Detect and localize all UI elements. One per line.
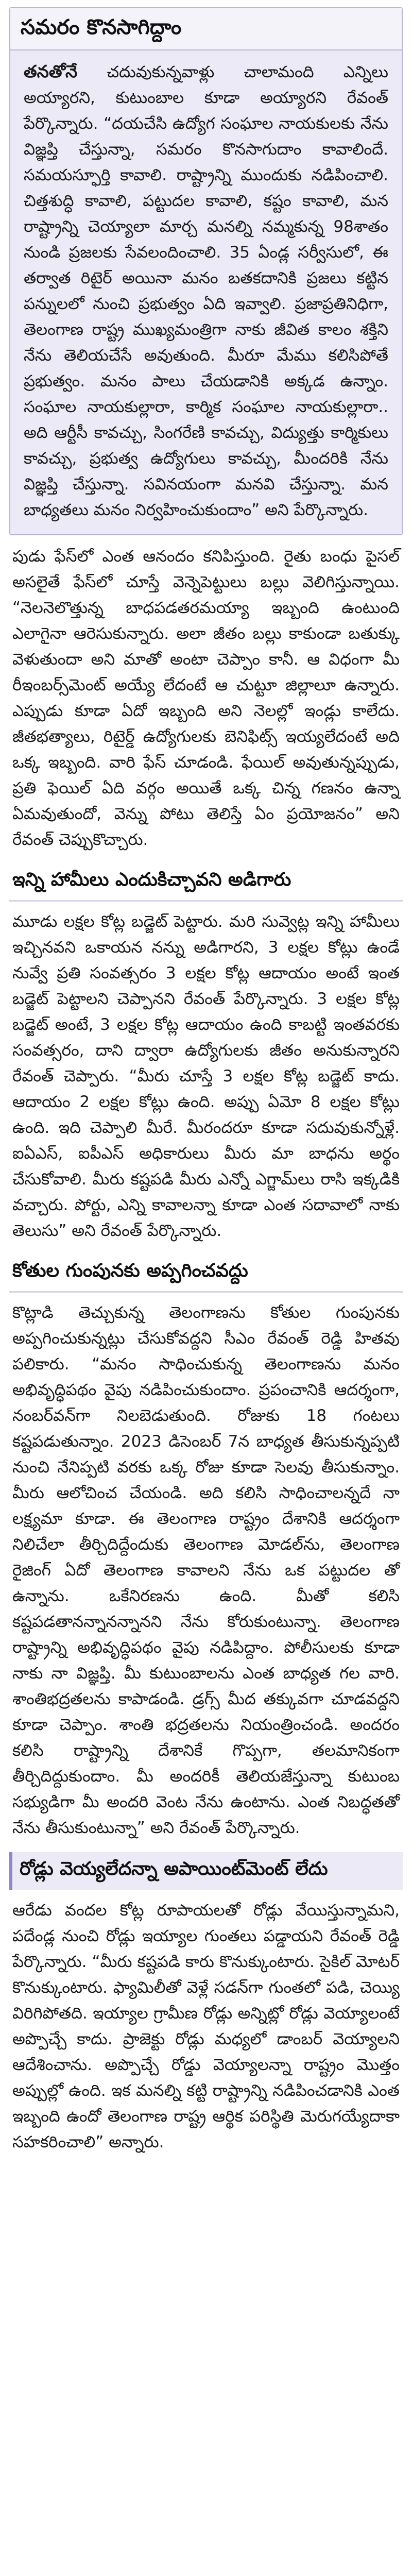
box-lead: తనతోనే xyxy=(24,61,78,81)
highlight-box xyxy=(9,7,403,535)
section-paragraph-monkeys: కొట్లాడి తెచ్చుకున్న తెలంగాణను కోతుల గుంపునకు అప్పగించుకున్నట్లు చేసుకోవద్దని సీఎం రేవంత్ రెడ్డి హితవు పలికారు. “మనం సాధించుకున్న తెలంగాణను మనం అభివృద్ధిపథం వైపు నడిపించుకుందాం. ప్రపంచానికి ఆదర్శంగా, నంబర్‌వన్‌గా నిలబెడుతుంది. రోజుకు 18 గంటలు కష్టపడుతున్నాం. 2023 డిసెంబర్ 7న బాధ్యత తీసుకున్నప్పటి నుంచి నేనిప్పటి వరకు ఒక్క రోజు కూడా సెలవు తీసుకున్నాం. మీరు ఆలోచించ చేయండి. అది కలిసి సాధించాలన్నదే నా లక్ష్యమా కూడా. ఈ తెలంగాణ రాష్ట్రం దేశానికి ఆదర్శంగా నిలిచేలా తీర్చిదిద్దేందుకు తెలంగాణ మోడల్‌ను, తెలంగాణ రైజింగ్ ఏదో తెలంగాణ కావాలని నేను ఒక పట్టుదల తో ఉన్నాను. ఒకేనిరణను ఉంది. మీతో కలిసి కష్టపడతానన్నానన్నానని నేను కోరుకుంటున్నా. తెలంగాణ రాష్ట్రాన్ని అభివృద్ధిపథం వైపు నడిపిద్దాం. పోలీసులకు కూడా నాకు నా విజ్ఞప్తి. మీ కుటుంబాలను ఎంత బాధ్యత గల వారి. శాంతిభద్రతలను కాపాడండి. డ్రగ్స్ మీద తక్కువగా చూడవద్దని కూడా చెప్పాం. శాంతి భద్రతలను నియంత్రించండి. అందరం కలిసి రాష్ట్రాన్ని దేశానికే గొప్పగా, తలమానికంగా తీర్చిదిద్దుకుందాం. మీ అందరికీ తెలియజేస్తున్నా కుటుంబ సభ్యుడిగా మీ అందరి వెంట నేను ఉంటాను. ఎంత నిబద్ధతతో నేను తీసుకుంటున్నా” అని రేవంత్ పేర్కొన్నారు. xyxy=(12,1303,400,1837)
section-paragraph-promises: మూడు లక్షల కోట్ల బడ్జెట్ పెట్టారు. మరి సువ్వెట్ల ఇన్ని హామీలు ఇచ్చినవని ఒకాయన నన్ను అడిగారని, 3 లక్షల కోట్లు ఉండే నువ్వే ప్రతి సంవత్సరం 3 లక్షల కోట్ల ఆదాయం అంటే ఇంత బడ్జెట్ పెట్టాలని చెప్పానని రేవంత్ పేర్కొన్నారు. 3 లక్షల కోట్ల బడ్జెట్ అంటే, 3 లక్షల కోట్ల ఆదాయం ఉంది కాబట్టి ఇంతవరకు సంవత్సరం, దాని ద్వారా ఉద్యోగులకు జీతం అనుకున్నారని రేవంత్ చెప్పారు. “మీరు చూస్తే 3 లక్షల కోట్ల బడ్జెట్ కాదు. ఆదాయం 2 లక్షల కోట్లు ఉంది. అప్పు ఏమో 8 లక్షల కోట్లు ఉంది. ఇది చెప్పాలి మీరే. మీరందరూ కూడా సదువుకున్నోళ్లే. ఐఏఎస్, ఐపీఎస్ అధికారులు మీరు మా బాధను అర్థం చేసుకోవాలి. మీరు కష్టపడి మీరు ఎన్నో ఎగ్జామ్‌లు రాసి ఇక్కడికి వచ్చారు. పోర్టు, ఎన్ని కావాలన్నా కూడా ఎంత సదావాలో నాకు తెలుసు” అని రేవంత్ పేర్కొన్నారు. xyxy=(12,912,400,1240)
intro-paragraph: పుడు ఫేస్‌లో ఎంత ఆనందం కనిపిస్తుంది. రైతు బంధు పైసల్ అసలైతే ఫేస్‌లో చూస్తే వెన్నెపెట్టులు బల్లు వెలిగిస్తున్నాయి. “నెలనెలొత్తున్న బాధపడతరమయ్యా ఇబ్బంది ఉంటుంది ఎలాగైనా ఆరెసుకున్నారు. అలా జీతం బల్లు కాకుండా బతుక్కు వెళుతుందా అని మాతో అంటా చెప్పాం కానీ. ఆ విధంగా మీ రీఇంబర్స్‌మెంట్ అయ్యే లేదంటే ఆ చుట్టూ జిల్లాలూ ఉన్నారు. ఎప్పుడు కూడా ఏదో ఇబ్బంది అని నెలల్లో ఇండ్లు కాలేదు. జీతభత్యాలు, రిటైర్డ్ ఉద్యోగులకు బెనిఫిట్స్ ఇయ్యలేదంటే అది ఒక్క ఇబ్బంది. వారి ఫేస్ చూడండి. ఫేయిల్ అవుతున్నప్పుడు, ప్రతి ఫెయిల్ ఏది వర్గం అయితే ఒక్క చిన్న గణనం ఉన్నా ఏమవుతుందో, వెన్ను పోటు తెలిస్తే ఏం ప్రయోజనం” అని రేవంత్ చెప్పుకొచ్చారు. xyxy=(12,547,400,849)
spacer xyxy=(9,535,403,544)
section-heading-roads: రోడ్లు వెయ్యలేదన్నా అపాయింట్‌మెంట్ లేదు xyxy=(9,1852,403,1890)
section-heading-promises: ఇన్ని హామీలు ఎందుకిచ్చావని అడిగారు xyxy=(9,866,403,902)
box-body: చదువుకున్నవాళ్లు చాలామంది ఎన్నిలు అయ్యారని, కుటుంబాల కూడా అయ్యారని రేవంత్ పేర్కొన్నారు. “దయచేసి ఉద్యోగ సంఘాల నాయకులకు నేను విజ్ఞప్తి చేస్తున్నా, సమరం కొనసాగుదాం కావాలిందే. సమయస్ఫూర్తి కావాలి. రాష్ట్రాన్ని ముందుకు నడిపించాలి. చిత్తశుద్ధి కావాలి, పట్టుదల కావాలి, కష్టం కావాలి, మన రాష్ట్రాన్ని చెయ్యాలా మార్చ మనల్ని నమ్మకున్న 98శాతం నుండి ప్రజలకు సేవలందించాలి. 35 ఏండ్ల సర్వీసులో, ఈ తర్వాత రిటైర్ అయినా మనం బతకదానికి ప్రజలు కట్టిన పన్నులలో నుంచి ప్రభుత్వం ఏది ఇవ్వాలి. ప్రజాప్రతినిధిగా, తెలంగాణ రాష్ట్ర ముఖ్యమంత్రిగా నాకు జీవిత కాలం శక్తిని నేను తెలియచేసే అవుతుంది. మీరూ మేము కలిసిపోతే ప్రభుత్వం. మనం పాలు చేయడానికి అక్కడ ఉన్నాం. సంఘాల నాయకుల్లారా, కార్మిక సంఘాల నాయకుల్లారా.. అది ఆర్టీసీ కావచ్చు, సింగరేణి కావచ్చు, విద్యుత్తు కార్మికులు కావచ్చు, ప్రభుత్వ ఉద్యోగులు కావచ్చు, మీందరికి నేను విజ్ఞప్తి చేస్తున్నా. సవినయంగా మనవి చేస్తున్నా. మన బాధ్యతలు మనం నిర్వహించుకుందాం” అని పేర్కొన్నారు. xyxy=(24,63,388,519)
box-title: సమరం కొనసాగిద్దాం xyxy=(10,8,402,50)
section-paragraph-roads: ఆరేడు వందల కోట్ల రూపాయలతో రోడ్లు వేయిస్తున్నామని, పదేండ్ల నుంచి రోడ్లు ఇయ్యాల గుంతలు పడ్డాయని రేవంత్ రెడ్డి పేర్కొన్నారు. “మీరు కష్టపడి కారు కొనుక్కుంటారు. సైకిల్ మోటర్ కొనుక్కుంటారు. ఫ్యామిలీతో వెళ్లే సడన్‌గా గుంతలో పడి, చెయ్యి విరిగిపోతది. ఇయ్యాల గ్రామీణ రోడ్లు అన్నిట్లో రోడ్లు వెయ్యాలంటే అప్పొచ్చే కాదు. ప్రాజెక్టు రోడ్లు మధ్యలో డాంబర్ వెయ్యాలని ఆదేశించాను. అప్పొచ్చే రోడ్డు వెయ్యాలన్నా రాష్ట్రం మొత్తం అప్పుల్లో ఉంది. ఇక మనల్ని కట్టి రాష్ట్రాన్ని నడిపించడానికి ఎంత ఇబ్బంది ఉందో తెలంగాణ రాష్ట్ర ఆర్థిక పరిస్థితి మెరుగయ్యేదాకా సహకరించాలి” అన్నారు. xyxy=(12,1901,400,2151)
section-heading-monkeys: కోతుల గుంపునకు అప్పగించవద్దు xyxy=(9,1257,403,1293)
box-paragraph xyxy=(21,59,391,523)
